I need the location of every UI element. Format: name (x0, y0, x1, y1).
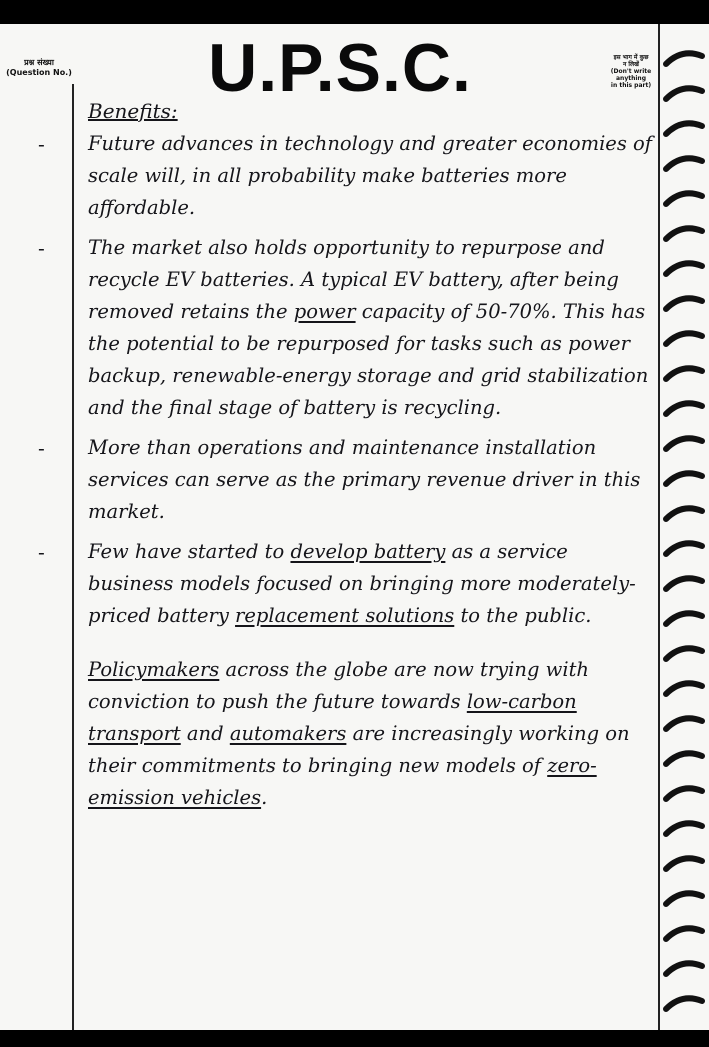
paragraph-text: capacity of 50-70%. This has the potential to be repurposed for tasks such as power backup, renewable-energy storage and grid stabilization and the final stage of battery is recycling. (88, 300, 649, 419)
bullet-dash: - (38, 132, 45, 156)
underlined-term: low-carbon transport (88, 690, 577, 745)
spiral-ring (666, 473, 702, 484)
spiral-rings (666, 53, 702, 1009)
do-not-write-line-4: in this part) (610, 82, 652, 89)
spiral-ring (666, 508, 702, 519)
bullet-dash: - (38, 540, 45, 564)
spiral-ring (666, 823, 702, 834)
spiral-ring (666, 858, 702, 869)
left-margin-line (72, 84, 74, 1030)
paragraph-text: The market also holds opportunity to repurpose and recycle EV batteries. A typical EV battery, after being removed retains the (88, 236, 619, 323)
page-title: U.P.S.C. (208, 30, 472, 106)
answer-paragraph-4 (38, 536, 654, 632)
underlined-term: replacement solutions (235, 604, 455, 627)
paragraph-text: are increasingly working on their commitments to bringing new models of (88, 722, 630, 777)
spiral-ring (666, 88, 702, 99)
underlined-term: zero-emission vehicles (88, 754, 597, 809)
paragraph-text: . (261, 786, 268, 809)
spiral-ring (666, 683, 702, 694)
do-not-write-line-2: न लिखें (623, 61, 639, 68)
answer-paragraph-2 (38, 232, 654, 424)
bottom-edge (0, 1030, 709, 1047)
spiral-binding (662, 44, 709, 1030)
spiral-ring (666, 543, 702, 554)
spiral-ring (666, 788, 702, 799)
spiral-ring (666, 753, 702, 764)
underlined-term: power (293, 300, 356, 323)
paragraph-text: More than operations and maintenance installation services can serve as the primary revenue driver in this market. (88, 436, 641, 523)
paragraph-text: across the globe are now trying with conviction to push the future towards (88, 658, 589, 713)
spiral-ring (666, 613, 702, 624)
spiral-ring (666, 298, 702, 309)
section-heading: Benefits: (88, 99, 178, 123)
spiral-ring (666, 998, 702, 1009)
question-number-label (6, 58, 72, 78)
answer-paragraph-1 (38, 128, 654, 224)
spiral-ring (666, 53, 702, 64)
question-number-english: (Question No.) (6, 68, 72, 77)
answer-content (38, 96, 654, 822)
paragraph-text: to the public. (454, 604, 592, 627)
spiral-ring (666, 368, 702, 379)
paragraph-text: Future advances in technology and greater economies of scale will, in all probability make batteries more affordable. (88, 132, 653, 219)
spiral-ring (666, 123, 702, 134)
spiral-ring (666, 333, 702, 344)
paragraph-text: as a service business models focused on bringing more moderately-priced battery (88, 540, 636, 627)
spiral-ring (666, 578, 702, 589)
do-not-write-note (608, 54, 654, 89)
answer-sheet (0, 24, 709, 1030)
do-not-write-line-3: (Don't write anything (610, 68, 652, 82)
right-margin-line (658, 24, 660, 1030)
bullet-dash: - (38, 436, 45, 460)
answer-paragraph-3 (38, 432, 654, 528)
spiral-ring (666, 718, 702, 729)
bullet-dash: - (38, 236, 45, 260)
spiral-ring (666, 963, 702, 974)
spiral-ring (666, 158, 702, 169)
do-not-write-line-1: इस भाग में कुछ (613, 54, 649, 61)
spiral-ring (666, 893, 702, 904)
spiral-ring (666, 193, 702, 204)
spiral-ring (666, 228, 702, 239)
spiral-ring (666, 438, 702, 449)
spiral-ring (666, 648, 702, 659)
spiral-ring (666, 263, 702, 274)
paragraph-text: Few have started to (88, 540, 291, 563)
spiral-ring (666, 403, 702, 414)
answer-paragraph-5 (88, 654, 654, 814)
spiral-ring (666, 928, 702, 939)
underlined-term: Policymakers (88, 658, 220, 681)
question-number-hindi: प्रश्न संख्या (24, 58, 54, 67)
paragraph-text: and (180, 722, 230, 745)
underlined-term: automakers (229, 722, 347, 745)
underlined-term: develop battery (290, 540, 446, 563)
